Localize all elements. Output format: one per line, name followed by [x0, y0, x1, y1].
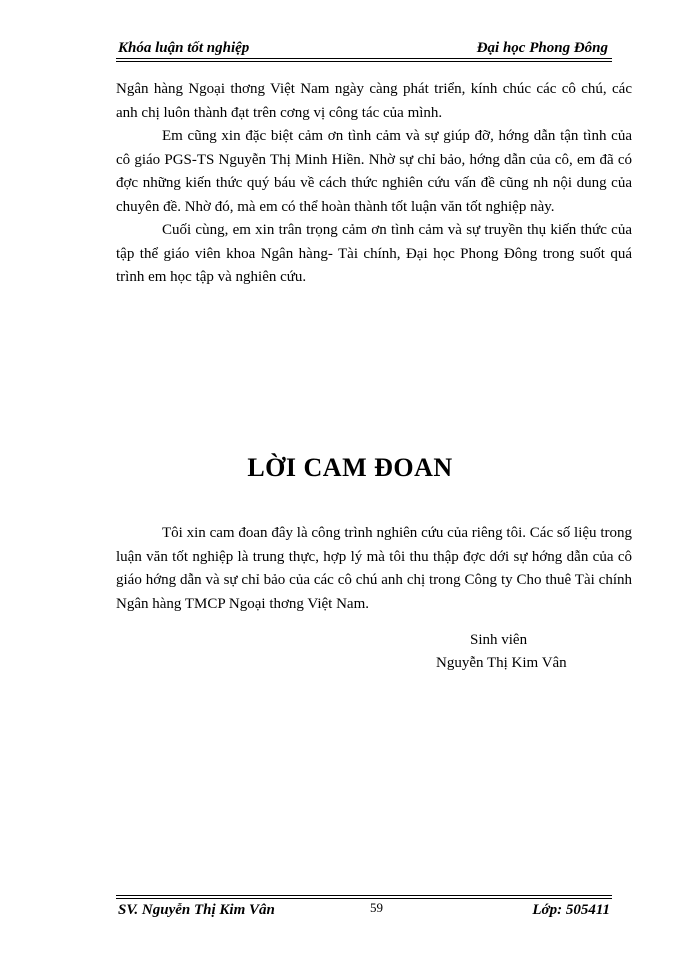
commitment-section [116, 522, 632, 616]
header-rule-double [116, 61, 612, 62]
ack-paragraph-3: Cuối cùng, em xin trân trọng cảm ơn tình cảm và sự truyền thụ kiến thức của tập thể giáo viên khoa Ngân hàng- Tài chính, Đại học Phong Đông trong suốt quá trình em học tập và nghiên cứu. [116, 222, 632, 285]
footer-student-name: SV. Nguyễn Thị Kim Vân [118, 902, 275, 918]
acknowledgement-section [116, 78, 632, 290]
ack-paragraph-1: Ngân hàng Ngoại thơng Việt Nam ngày càng phát triển, kính chúc các cô chú, các anh chị luôn thành đạt trên cơng vị công tác của mình. [116, 81, 632, 121]
signature-role: Sinh viên [470, 632, 528, 648]
footer-rule-double [116, 898, 612, 899]
page-header [116, 40, 612, 60]
header-university: Đại học Phong Đông [476, 40, 608, 56]
footer-class-code: Lớp: 505411 [532, 902, 610, 918]
header-rule [116, 58, 612, 59]
header-thesis-label: Khóa luận tốt nghiệp [118, 40, 250, 56]
commitment-paragraph: Tôi xin cam đoan đây là công trình nghiên cứu của riêng tôi. Các số liệu trong luận văn tốt nghiệp là trung thực, hợp lý mà tôi thu thập đợc dới sự hớng dẫn của cô giáo hớng dẫn và sự chỉ bảo của các cô chú anh chị trong Công ty Cho thuê Tài chính Ngân hàng TMCP Ngoại thơng Việt Nam. [116, 525, 632, 612]
ack-paragraph-2: Em cũng xin đặc biệt cảm ơn tình cảm và sự giúp đỡ, hớng dẫn tận tình của cô giáo PGS-TS Nguyễn Thị Minh Hiền. Nhờ sự chỉ bảo, hớng dẫn của cô, em đã có đợc những kiến thức quý báu về cách thức nghiên cứu vấn đề cũng nh nội dung của chuyên đề. Nhờ đó, mà em có thể hoàn thành tốt luận văn tốt nghiệp này. [116, 128, 632, 215]
page-footer [116, 902, 612, 922]
commitment-title: LỜI CAM ĐOAN [247, 453, 453, 482]
footer-rule [116, 895, 612, 896]
signature-name: Nguyễn Thị Kim Vân [436, 655, 567, 671]
page-number: 59 [370, 900, 383, 915]
